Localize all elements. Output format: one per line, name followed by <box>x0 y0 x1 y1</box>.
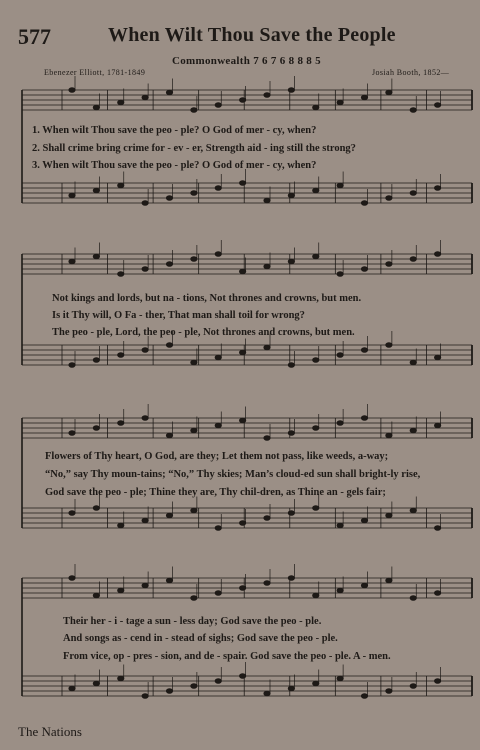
note-head <box>215 355 221 360</box>
note-head <box>69 193 75 198</box>
note-head <box>337 421 343 426</box>
note-head <box>434 423 440 428</box>
lyric-line: 3. When wilt Thou save the peo - ple? O God of mer - cy, when? <box>32 160 317 171</box>
note-head <box>313 506 319 511</box>
note-head <box>361 201 367 206</box>
note-head <box>93 506 99 511</box>
note-head <box>166 433 172 438</box>
note-head <box>191 428 197 433</box>
note-head <box>191 596 197 601</box>
lyric-line: Not kings and lords, but na - tions, Not thrones and crowns, but men. <box>52 293 362 304</box>
note-head <box>118 676 124 681</box>
note-head <box>191 257 197 262</box>
note-head <box>288 193 294 198</box>
note-head <box>361 694 367 699</box>
note-head <box>166 196 172 201</box>
note-head <box>386 433 392 438</box>
note-head <box>69 686 75 691</box>
note-head <box>166 689 172 694</box>
note-head <box>191 108 197 113</box>
note-head <box>118 353 124 358</box>
note-head <box>386 90 392 95</box>
note-head <box>361 95 367 100</box>
note-head <box>288 88 294 93</box>
note-head <box>239 98 245 103</box>
note-head <box>386 343 392 348</box>
note-head <box>69 88 75 93</box>
note-head <box>166 513 172 518</box>
note-head <box>191 508 197 513</box>
note-head <box>410 508 416 513</box>
note-head <box>239 181 245 186</box>
lyric-line: “No,” say Thy moun-tains; “No,” Thy skies; Man’s cloud-ed sun shall bright-ly rise, <box>45 469 421 480</box>
note-head <box>361 583 367 588</box>
note-head <box>337 353 343 358</box>
note-head <box>386 513 392 518</box>
note-head <box>337 588 343 593</box>
note-head <box>142 95 148 100</box>
note-head <box>434 252 440 257</box>
note-head <box>264 581 270 586</box>
note-head <box>69 511 75 516</box>
note-head <box>313 358 319 363</box>
note-head <box>361 416 367 421</box>
note-head <box>386 689 392 694</box>
note-head <box>118 100 124 105</box>
note-head <box>239 586 245 591</box>
note-head <box>142 416 148 421</box>
note-head <box>239 674 245 679</box>
composer-credit: Josiah Booth, 1852— <box>372 68 450 77</box>
note-head <box>239 269 245 274</box>
note-head <box>215 526 221 531</box>
note-head <box>264 198 270 203</box>
note-head <box>69 576 75 581</box>
note-head <box>239 350 245 355</box>
note-head <box>166 262 172 267</box>
note-head <box>215 679 221 684</box>
note-head <box>313 426 319 431</box>
note-head <box>410 684 416 689</box>
note-head <box>215 103 221 108</box>
note-head <box>142 348 148 353</box>
note-head <box>337 100 343 105</box>
note-head <box>386 196 392 201</box>
note-head <box>288 511 294 516</box>
note-head <box>93 593 99 598</box>
note-head <box>337 523 343 528</box>
note-head <box>410 596 416 601</box>
note-head <box>264 264 270 269</box>
hymn-title: When Wilt Thou Save the People <box>108 24 396 46</box>
note-head <box>434 355 440 360</box>
note-head <box>288 576 294 581</box>
author-credit: Ebenezer Elliott, 1781-1849 <box>44 68 146 77</box>
lyric-line: Their her - i - tage a sun - less day; God save the peo - ple. <box>63 616 322 627</box>
lyric-line: From vice, op - pres - sion, and de - spair. God save the peo - ple. A - men. <box>63 651 391 662</box>
note-head <box>118 272 124 277</box>
note-head <box>264 516 270 521</box>
note-head <box>410 360 416 365</box>
note-head <box>410 257 416 262</box>
note-head <box>191 191 197 196</box>
lyric-line: 1. When wilt Thou save the peo - ple? O God of mer - cy, when? <box>32 125 317 136</box>
note-head <box>166 578 172 583</box>
note-head <box>239 521 245 526</box>
note-head <box>142 694 148 699</box>
note-head <box>215 591 221 596</box>
note-head <box>386 262 392 267</box>
note-head <box>288 259 294 264</box>
note-head <box>166 90 172 95</box>
note-head <box>337 183 343 188</box>
hymn-number: 577 <box>18 24 51 49</box>
note-head <box>434 186 440 191</box>
note-head <box>288 431 294 436</box>
note-head <box>288 363 294 368</box>
tune-name: Commonwealth 7 6 7 6 8 8 8 5 <box>172 55 321 67</box>
note-head <box>410 108 416 113</box>
note-head <box>361 267 367 272</box>
note-head <box>313 593 319 598</box>
note-head <box>264 436 270 441</box>
note-head <box>93 358 99 363</box>
note-head <box>313 188 319 193</box>
note-head <box>313 254 319 259</box>
note-head <box>93 254 99 259</box>
section-footer: The Nations <box>18 724 82 739</box>
note-head <box>264 691 270 696</box>
lyric-line: God save the peo - ple; Thine they are, Thy chil-dren, as Thine an - gels fair; <box>45 487 386 498</box>
note-head <box>69 363 75 368</box>
note-head <box>191 360 197 365</box>
note-head <box>361 348 367 353</box>
note-head <box>166 343 172 348</box>
note-head <box>191 684 197 689</box>
lyric-line: Flowers of Thy heart, O God, are they; Let them not pass, like weeds, a-way; <box>45 451 389 462</box>
note-head <box>313 105 319 110</box>
note-head <box>93 681 99 686</box>
note-head <box>239 418 245 423</box>
note-head <box>69 259 75 264</box>
note-head <box>118 183 124 188</box>
note-head <box>337 676 343 681</box>
note-head <box>118 421 124 426</box>
note-head <box>142 201 148 206</box>
note-head <box>434 679 440 684</box>
note-head <box>361 518 367 523</box>
note-head <box>386 578 392 583</box>
note-head <box>215 186 221 191</box>
note-head <box>142 267 148 272</box>
note-head <box>93 426 99 431</box>
note-head <box>118 523 124 528</box>
note-head <box>313 681 319 686</box>
lyric-line: The peo - ple, Lord, the peo - ple, Not thrones and crowns, but men. <box>52 327 355 338</box>
note-head <box>288 686 294 691</box>
note-head <box>434 591 440 596</box>
note-head <box>264 345 270 350</box>
note-head <box>69 431 75 436</box>
note-head <box>264 93 270 98</box>
lyric-line: 2. Shall crime bring crime for - ev - er, Strength aid - ing still the strong? <box>32 143 356 154</box>
note-head <box>410 428 416 433</box>
note-head <box>142 518 148 523</box>
note-head <box>93 105 99 110</box>
note-head <box>215 423 221 428</box>
lyric-line: And songs as - cend in - stead of sighs; God save the peo - ple. <box>63 633 338 644</box>
note-head <box>118 588 124 593</box>
note-head <box>215 252 221 257</box>
note-head <box>142 583 148 588</box>
note-head <box>434 103 440 108</box>
note-head <box>434 526 440 531</box>
lyric-line: Is it Thy will, O Fa - ther, That man shall toil for wrong? <box>52 310 305 321</box>
note-head <box>93 188 99 193</box>
note-head <box>410 191 416 196</box>
note-head <box>337 272 343 277</box>
